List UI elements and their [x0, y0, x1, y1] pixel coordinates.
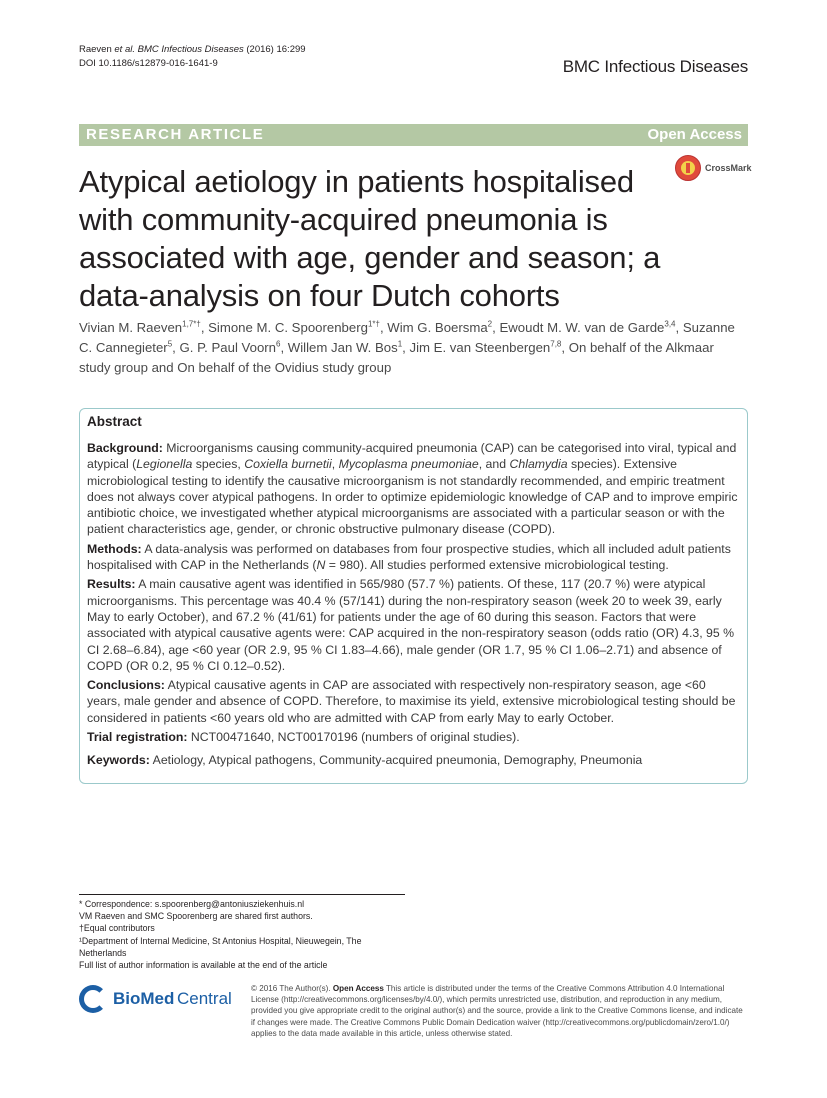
crossmark-badge[interactable] — [675, 155, 755, 185]
citation-line: Raeven et al. BMC Infectious Diseases (2016) 16:299 — [79, 44, 306, 55]
journal-name: BMC Infectious Diseases — [562, 57, 748, 76]
biomed-central-ring-icon — [79, 985, 107, 1013]
author[interactable]: Wim G. Boersma$^2$ — [387, 319, 493, 335]
license-statement: © 2016 The Author(s). Open Access This article is distributed under the terms of the Creative Commons Attribution 4.0 International License (http://creativecommons.org/licenses/by/4.0/), which permits unrestricted use, distribution, and reproduction in any medium, provided you give appropriate credit to the original author(s) and the source, provide a link to the Creative Commons license, and indicate if changes were made. The Creative Commons Public Domain Dedication waiver (http://creativecommons.org/publicdomain/zero/1.0/) applies to the data made available in this article, unless otherwise stated. — [251, 984, 743, 1038]
footnote-divider — [79, 894, 405, 895]
author[interactable]: Vivian M. Raeven$^{1,7*\dagger}$ — [79, 319, 201, 335]
biomed-central-logo[interactable] — [79, 983, 239, 1019]
abstract-results: Results: A main causative agent was identified in 565/980 (57.7 %) patients. Of these, 117 (20.7 %) were atypical microorganisms. This percentage was 40.4 % (57/141) during the non-respiratory season (week 20 to week 39, early May to early October), and 67.2 % (41/61) for patients under the age of 60 during this season. Factors that were associated with atypical causative agents were: CAP acquired in the non-respiratory season (odds ratio (OR) 4.3, 95 % CI 2.68–6.84), age <60 year (OR 2.9, 95 % CI 1.83–4.66), male gender (OR 1.7, 95 % CI 1.06–2.71) and absence of COPD (OR 0.2, 95 % CI 0.12–0.52). — [87, 577, 735, 673]
crossmark-label: CrossMark — [705, 163, 752, 173]
abstract-conclusions: Conclusions: Atypical causative agents in CAP are associated with respectively non-respiratory season, age <60 years, male gender and absence of COPD. Therefore, to maximise its yield, extensive microbiological testing should be considered in patients <60 years old who are admitted with CAP from early May to early October. — [87, 678, 736, 725]
citation-journal: et al. BMC Infectious Diseases — [114, 44, 244, 55]
article-type-label: RESEARCH ARTICLE — [86, 126, 265, 143]
abstract-keywords: Keywords: Aetiology, Atypical pathogens, Community-acquired pneumonia, Demography, Pneumonia — [87, 753, 643, 768]
article-type-banner — [79, 124, 748, 146]
footnote: †Equal contributors — [79, 923, 155, 934]
author[interactable]: Jim E. van Steenbergen$^{7,8}$ — [409, 339, 562, 355]
author[interactable]: Ewoudt M. W. van de Garde$^{3,4}$ — [499, 319, 676, 335]
author-group-note: On behalf of the Alkmaar study group and On behalf of the Ovidius study group — [79, 340, 714, 375]
citation-header — [79, 43, 306, 71]
crossmark-icon — [675, 155, 701, 181]
open-access-label: Open Access — [647, 126, 742, 143]
footnote: VM Raeven and SMC Spoorenberg are shared first authors. — [79, 911, 313, 922]
correspondence-note[interactable]: * Correspondence: s.spoorenberg@antoniusziekenhuis.nl — [79, 899, 305, 909]
abstract-heading: Abstract — [87, 414, 142, 429]
logo-text-bold: BioMed — [113, 989, 175, 1008]
author-list: Vivian M. Raeven$^{1,7*\dagger}$, Simone M. C. Spoorenberg$^{1*\dagger}$, Wim G. Boersma$^2$, Ewoudt M. W. van de Garde$^{3,4}$, Suzanne C. Cannegieter$^5$, G. P. Paul Voorn$^6$, Willem Jan W. Bos$^1$, Jim E. van Steenbergen$^{7,8}$, On behalf of the Alkmaar study group and On behalf of the Ovidius study group — [79, 319, 735, 375]
abstract-background: Background: Microorganisms causing community-acquired pneumonia (CAP) can be categorised into viral, typical and atypical (Legionella species, Coxiella burnetii, Mycoplasma pneumoniae, and Chlamydia species). Extensive microbiological testing to identify the causative microorganism is not standardly recommended, and empiric treatment does not always cover atypical pathogens. In order to optimize epidemiologic knowledge of CAP and to improve empiric antibiotic choice, we investigated whether atypical microorganisms are associated with a particular season or with the patient characteristics age, gender, or chronic obstructive pulmonary disease (COPD). — [87, 441, 738, 537]
abstract-methods: Methods: A data-analysis was performed on databases from four prospective studies, which all included adult patients hospitalised with CAP in the Netherlands (N = 980). All studies performed extensive microbiological testing. — [87, 541, 731, 573]
footnote: Full list of author information is available at the end of the article — [79, 960, 328, 971]
abstract-body — [87, 440, 739, 772]
author[interactable]: G. P. Paul Voorn$^6$ — [179, 339, 281, 355]
abstract-trial-registration: Trial registration: NCT00471640, NCT00170196 (numbers of original studies). — [87, 730, 520, 745]
doi[interactable]: DOI 10.1186/s12879-016-1641-9 — [79, 58, 218, 69]
footnotes — [79, 898, 409, 971]
author[interactable]: Suzanne C. Cannegieter$^5$ — [79, 320, 735, 355]
author[interactable]: Simone M. C. Spoorenberg$^{1*\dagger}$ — [208, 319, 380, 335]
author[interactable]: Willem Jan W. Bos$^1$ — [287, 339, 403, 355]
affiliation-note: ¹Department of Internal Medicine, St Antonius Hospital, Nieuwegein, The Netherlands — [79, 935, 362, 958]
logo-text-regular: Central — [177, 989, 232, 1008]
article-title: Atypical aetiology in patients hospitalised with community-acquired pneumonia is associated with age, gender and season; a data-analysis on four Dutch cohorts — [79, 164, 661, 313]
